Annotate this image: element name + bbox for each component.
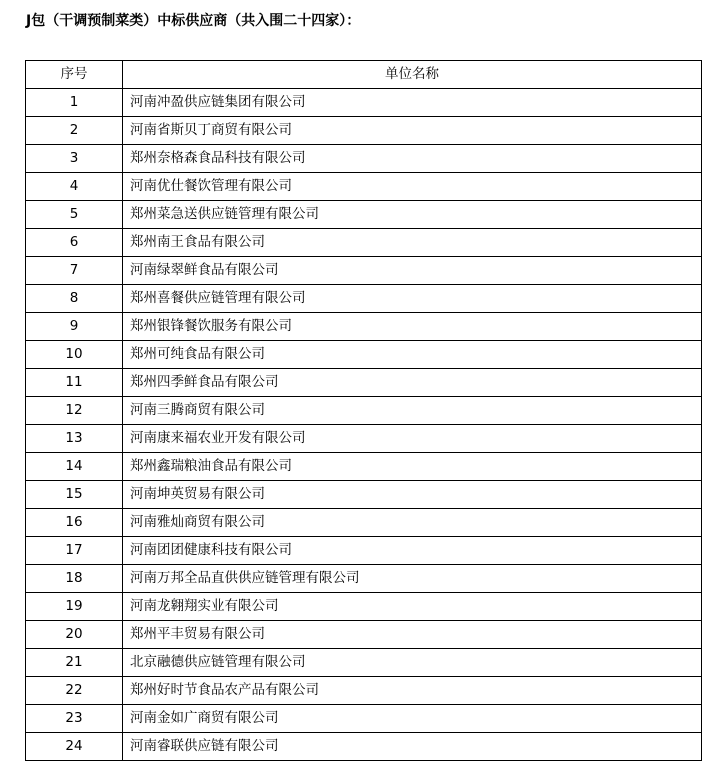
column-header-name: 单位名称 — [123, 61, 702, 89]
row-seq-cell: 14 — [26, 453, 123, 481]
row-seq-cell: 2 — [26, 117, 123, 145]
row-seq-cell: 12 — [26, 397, 123, 425]
row-seq-cell: 4 — [26, 173, 123, 201]
row-company-name-cell: 郑州四季鲜食品有限公司 — [123, 369, 702, 397]
table-row — [26, 369, 702, 397]
row-company-name-cell: 河南团团健康科技有限公司 — [123, 537, 702, 565]
table-row — [26, 733, 702, 761]
table-row — [26, 593, 702, 621]
table-row — [26, 677, 702, 705]
row-company-name-cell: 郑州好时节食品农产品有限公司 — [123, 677, 702, 705]
row-seq-cell: 8 — [26, 285, 123, 313]
row-seq-cell: 7 — [26, 257, 123, 285]
row-company-name-cell: 河南坤英贸易有限公司 — [123, 481, 702, 509]
row-company-name-cell: 郑州喜餐供应链管理有限公司 — [123, 285, 702, 313]
table-row — [26, 341, 702, 369]
table-row — [26, 425, 702, 453]
table-row — [26, 173, 702, 201]
row-company-name-cell: 河南冲盈供应链集团有限公司 — [123, 89, 702, 117]
row-seq-cell: 17 — [26, 537, 123, 565]
row-seq-cell: 19 — [26, 593, 123, 621]
table-row — [26, 509, 702, 537]
table-row — [26, 89, 702, 117]
table-row — [26, 285, 702, 313]
row-seq-cell: 16 — [26, 509, 123, 537]
table-row — [26, 565, 702, 593]
table-row — [26, 537, 702, 565]
row-company-name-cell: 郑州平丰贸易有限公司 — [123, 621, 702, 649]
table-row — [26, 201, 702, 229]
table-header-row — [26, 61, 702, 89]
table-row — [26, 481, 702, 509]
table-row — [26, 453, 702, 481]
row-company-name-cell: 郑州菜急送供应链管理有限公司 — [123, 201, 702, 229]
table-row — [26, 229, 702, 257]
table-row — [26, 145, 702, 173]
row-company-name-cell: 河南万邦全品直供供应链管理有限公司 — [123, 565, 702, 593]
row-seq-cell: 21 — [26, 649, 123, 677]
row-company-name-cell: 河南睿联供应链有限公司 — [123, 733, 702, 761]
row-company-name-cell: 河南绿翠鲜食品有限公司 — [123, 257, 702, 285]
row-company-name-cell: 河南雅灿商贸有限公司 — [123, 509, 702, 537]
row-company-name-cell: 郑州可纯食品有限公司 — [123, 341, 702, 369]
row-seq-cell: 15 — [26, 481, 123, 509]
row-company-name-cell: 河南龙翱翔实业有限公司 — [123, 593, 702, 621]
row-company-name-cell: 郑州南王食品有限公司 — [123, 229, 702, 257]
row-company-name-cell: 河南优仕餐饮管理有限公司 — [123, 173, 702, 201]
supplier-table — [25, 60, 702, 761]
row-company-name-cell: 北京融德供应链管理有限公司 — [123, 649, 702, 677]
table-row — [26, 397, 702, 425]
row-seq-cell: 10 — [26, 341, 123, 369]
row-seq-cell: 20 — [26, 621, 123, 649]
row-company-name-cell: 河南康来福农业开发有限公司 — [123, 425, 702, 453]
row-seq-cell: 5 — [26, 201, 123, 229]
row-seq-cell: 18 — [26, 565, 123, 593]
table-row — [26, 621, 702, 649]
row-seq-cell: 3 — [26, 145, 123, 173]
row-company-name-cell: 郑州奈格森食品科技有限公司 — [123, 145, 702, 173]
row-seq-cell: 22 — [26, 677, 123, 705]
table-row — [26, 313, 702, 341]
row-seq-cell: 11 — [26, 369, 123, 397]
row-company-name-cell: 河南省斯贝丁商贸有限公司 — [123, 117, 702, 145]
row-company-name-cell: 郑州鑫瑞粮油食品有限公司 — [123, 453, 702, 481]
row-seq-cell: 6 — [26, 229, 123, 257]
row-seq-cell: 9 — [26, 313, 123, 341]
table-row — [26, 649, 702, 677]
row-company-name-cell: 河南三腾商贸有限公司 — [123, 397, 702, 425]
row-seq-cell: 1 — [26, 89, 123, 117]
table-row — [26, 705, 702, 733]
row-company-name-cell: 河南金如广商贸有限公司 — [123, 705, 702, 733]
row-company-name-cell: 郑州银锋餐饮服务有限公司 — [123, 313, 702, 341]
row-seq-cell: 24 — [26, 733, 123, 761]
table-row — [26, 117, 702, 145]
row-seq-cell: 13 — [26, 425, 123, 453]
table-row — [26, 257, 702, 285]
column-header-seq: 序号 — [26, 61, 123, 89]
page-heading: J包（干调预制菜类）中标供应商（共入围二十四家）： — [26, 13, 361, 29]
table-body — [26, 89, 702, 761]
row-seq-cell: 23 — [26, 705, 123, 733]
